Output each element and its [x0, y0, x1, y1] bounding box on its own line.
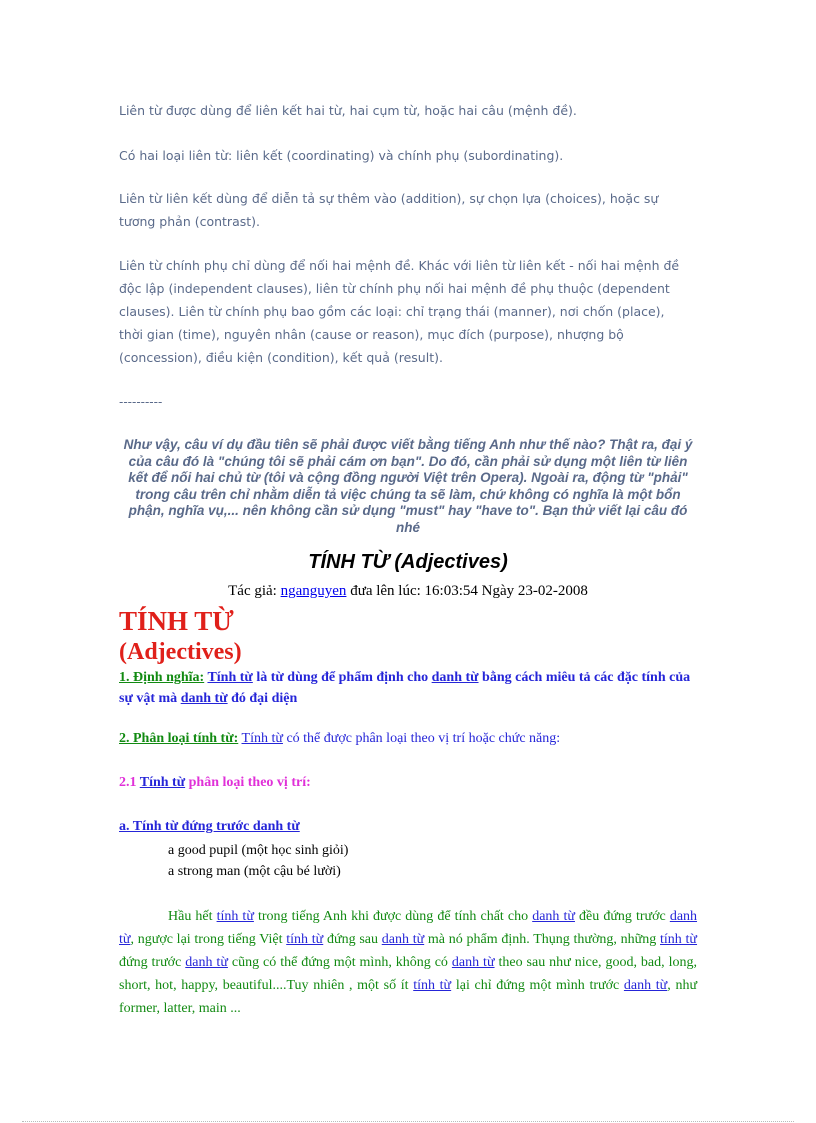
- para-link[interactable]: danh từ: [623, 978, 668, 993]
- para-link[interactable]: danh từ: [119, 909, 698, 947]
- para-text: đứng sau: [326, 932, 378, 947]
- note-paragraph: Như vậy, câu ví dụ đầu tiên sẽ phải được viết bằng tiếng Anh như thế nào? Thật ra, đại ý của câu đó là "chúng tôi sẽ phải cám ơn bạn". Do đó, cần phải sử dụng một liên từ liên kết để nối hai chủ từ (tôi và cộng đồng người Việt trên Opera). Ngoài ra, động từ "phải" trong câu trên chỉ nhằm diễn tả việc chúng ta sẽ làm, chứ không có nghĩa là một bổn phận, nghĩa vụ,... nên không cần sử dụng "must" hay "have to". Bạn thử viết lại câu đó nhé: [123, 437, 693, 535]
- para-link[interactable]: danh từ: [381, 932, 425, 947]
- para-link[interactable]: tính từ: [286, 932, 324, 947]
- byline-prefix: Tác giả:: [228, 583, 277, 599]
- para-text: theo sau như nice, good, bad, long, short, hot, happy, beautiful....Tuy nhiên , một số ít: [119, 955, 697, 993]
- definition-text-2: bằng cách miêu tả các đặc tính của sự vật mà: [119, 670, 691, 706]
- definition-label: 1. Định nghĩa:: [119, 670, 205, 685]
- author-link[interactable]: nganguyen: [280, 583, 347, 599]
- para-link[interactable]: danh từ: [185, 955, 228, 970]
- classification-label: 2. Phân loại tính từ:: [119, 731, 239, 746]
- definition-word[interactable]: Tính từ: [207, 670, 253, 685]
- heading-en: (Adjectives): [119, 639, 242, 665]
- para-text: cũng có thể đứng một mình, không có: [231, 955, 448, 970]
- byline: [0, 583, 816, 600]
- position-section: [119, 775, 311, 791]
- para-link[interactable]: tính từ: [660, 932, 698, 947]
- para-link[interactable]: tính từ: [413, 978, 452, 993]
- intro-paragraph-3: Liên từ liên kết dùng để diễn tả sự thêm vào (addition), sự chọn lựa (choices), hoặc sự tương phản (contrast).: [119, 191, 659, 229]
- definition-text-1: là từ dùng để phẩm định cho: [256, 670, 429, 685]
- para-text: mà nó phẩm định. Thụng thường, những: [427, 932, 657, 947]
- classification-word[interactable]: Tính từ: [241, 731, 283, 746]
- para-text: , ngược lại trong tiếng Việt: [130, 932, 283, 947]
- para-text: trong tiếng Anh khi được dùng để tính chất cho: [257, 909, 529, 924]
- body-paragraph: [119, 905, 697, 1020]
- separator: ----------: [119, 395, 163, 409]
- position-number: 2.1: [119, 775, 137, 790]
- position-text: phân loại theo vị trí:: [188, 775, 311, 790]
- intro-paragraph-1: Liên từ được dùng để liên kết hai từ, hai cụm từ, hoặc hai câu (mệnh đề).: [119, 103, 577, 118]
- para-text: Hầu hết: [168, 909, 213, 924]
- definition: [119, 667, 704, 709]
- example-2: a strong man (một cậu bé lười): [168, 864, 341, 879]
- example-1: a good pupil (một học sinh giỏi): [168, 843, 349, 858]
- subsection-a: a. Tính từ đứng trước danh từ: [119, 819, 300, 834]
- heading-vi: TÍNH TỪ: [119, 606, 234, 636]
- byline-date: đưa lên lúc: 16:03:54 Ngày 23-02-2008: [350, 583, 588, 599]
- intro-paragraph-2: Có hai loại liên từ: liên kết (coordinating) và chính phụ (subordinating).: [119, 148, 564, 163]
- para-text: , như former, latter, main ...: [119, 978, 698, 1016]
- para-link[interactable]: danh từ: [451, 955, 495, 970]
- definition-link[interactable]: danh từ: [431, 670, 479, 685]
- para-link[interactable]: danh từ: [532, 909, 575, 924]
- definition-text-3: đó đại diện: [231, 691, 298, 706]
- page-footer-rule: [22, 1121, 794, 1122]
- classification: [119, 731, 560, 747]
- intro-paragraph-4: Liên từ chính phụ chỉ dùng để nối hai mệnh đề. Khác với liên từ liên kết - nối hai mệnh đề độc lập (independent clauses), liên từ chính phụ nối hai mệnh đề phụ thuộc (dependent clauses). Liên từ chính phụ bao gồm các loại: chỉ trạng thái (manner), nơi chốn (place), thời gian (time), nguyên nhân (cause or reason), mục đích (purpose), nhượng bộ (concession), điều kiện (condition), kết quả (result).: [119, 258, 680, 365]
- para-text: đều đứng trước: [579, 909, 666, 924]
- position-word[interactable]: Tính từ: [139, 775, 186, 790]
- article-title: TÍNH TỪ (Adjectives): [308, 551, 508, 573]
- classification-text: có thể được phân loại theo vị trí hoặc chức năng:: [286, 731, 561, 746]
- para-text: lại chỉ đứng một mình trước: [455, 978, 620, 993]
- definition-link-2[interactable]: danh từ: [180, 691, 228, 706]
- para-text: đứng trước: [119, 955, 182, 970]
- para-link[interactable]: tính từ: [216, 909, 254, 924]
